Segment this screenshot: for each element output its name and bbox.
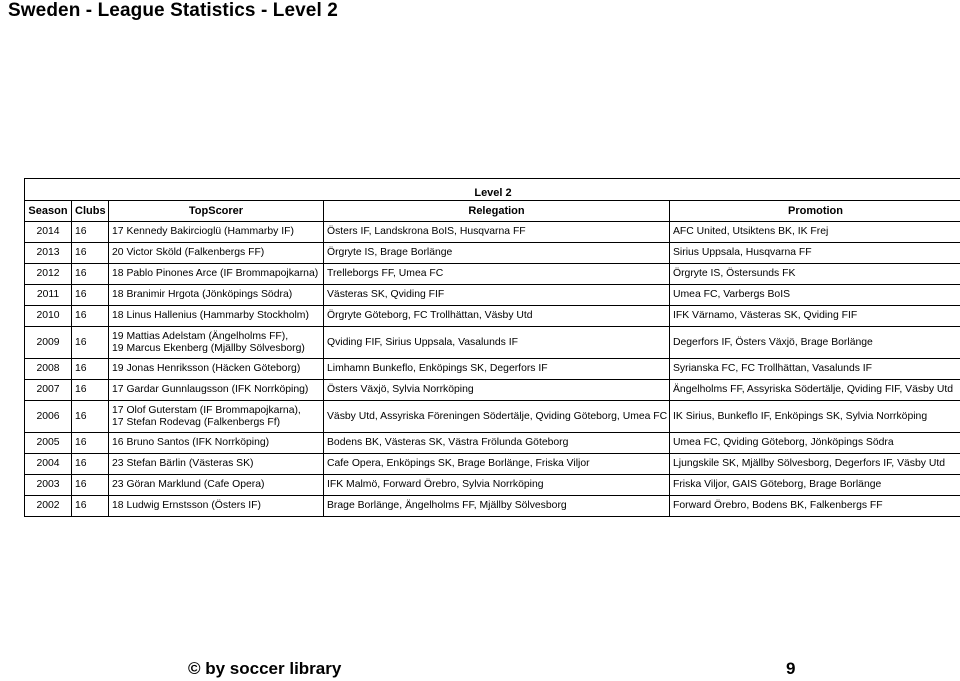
relegation-cell: Östers IF, Landskrona BoIS, Husqvarna FF (324, 222, 670, 243)
relegation-cell: Västeras SK, Qviding FIF (324, 285, 670, 306)
column-header-promotion: Promotion (670, 201, 960, 222)
clubs-cell: 16 (72, 327, 109, 359)
clubs-cell: 16 (72, 496, 109, 517)
top-scorer-line: 23 Göran Marklund (Cafe Opera) (112, 479, 265, 490)
relegation-cell: Örgryte IS, Brage Borlänge (324, 243, 670, 264)
season-cell: 2003 (25, 475, 72, 496)
season-cell: 2008 (25, 359, 72, 380)
top-scorer-cell (109, 454, 324, 475)
league-stats-table (24, 178, 960, 517)
top-scorer-line: 18 Branimir Hrgota (Jönköpings Södra) (112, 289, 293, 300)
top-scorer-line: 18 Pablo Pinones Arce (IF Brommapojkarna) (112, 268, 319, 279)
clubs-cell: 16 (72, 306, 109, 327)
season-cell: 2006 (25, 401, 72, 433)
season-cell: 2012 (25, 264, 72, 285)
relegation-cell: Väsby Utd, Assyriska Föreningen Södertälje, Qviding Göteborg, Umea FC (324, 401, 670, 433)
table-row (25, 327, 960, 359)
top-scorer-line: 20 Victor Sköld (Falkenbergs FF) (112, 247, 265, 258)
table-row (25, 222, 960, 243)
promotion-cell: Forward Örebro, Bodens BK, Falkenbergs FF (670, 496, 960, 517)
table-row (25, 496, 960, 517)
page-title: Sweden - League Statistics - Level 2 (8, 0, 338, 21)
table-row (25, 475, 960, 496)
column-header-season: Season (25, 201, 72, 222)
promotion-cell: Umea FC, Varbergs BoIS (670, 285, 960, 306)
top-scorer-line: 19 Jonas Henriksson (Häcken Göteborg) (112, 363, 301, 374)
clubs-cell: 16 (72, 433, 109, 454)
footer-credit: © by soccer library (188, 659, 342, 678)
season-cell: 2005 (25, 433, 72, 454)
top-scorer-cell (109, 380, 324, 401)
top-scorer-cell (109, 327, 324, 359)
relegation-cell: IFK Malmö, Forward Örebro, Sylvia Norrköping (324, 475, 670, 496)
level-header: Level 2 (25, 179, 960, 201)
season-cell: 2011 (25, 285, 72, 306)
top-scorer-line: 19 Mattias Adelstam (Ängelholms FF), (112, 330, 289, 342)
promotion-cell: IK Sirius, Bunkeflo IF, Enköpings SK, Sylvia Norrköping (670, 401, 960, 433)
table-row (25, 359, 960, 380)
table-row (25, 401, 960, 433)
promotion-cell: AFC United, Utsiktens BK, IK Frej (670, 222, 960, 243)
promotion-cell: Syrianska FC, FC Trollhättan, Vasalunds IF (670, 359, 960, 380)
top-scorer-line: 16 Bruno Santos (IFK Norrköping) (112, 437, 270, 448)
season-cell: 2007 (25, 380, 72, 401)
promotion-cell: Örgryte IS, Östersunds FK (670, 264, 960, 285)
relegation-cell: Brage Borlänge, Ängelholms FF, Mjällby Sölvesborg (324, 496, 670, 517)
column-header-clubs: Clubs (72, 201, 109, 222)
column-header-relegation: Relegation (324, 201, 670, 222)
promotion-cell: Degerfors IF, Östers Växjö, Brage Borlänge (670, 327, 960, 359)
top-scorer-line: 18 Ludwig Ernstsson (Östers IF) (112, 500, 261, 511)
table-row (25, 243, 960, 264)
clubs-cell: 16 (72, 243, 109, 264)
clubs-cell: 16 (72, 401, 109, 433)
promotion-cell: Friska Viljor, GAIS Göteborg, Brage Borlänge (670, 475, 960, 496)
promotion-cell: Ljungskile SK, Mjällby Sölvesborg, Degerfors IF, Väsby Utd (670, 454, 960, 475)
table-row (25, 285, 960, 306)
top-scorer-line: 17 Stefan Rodevag (Falkenbergs Ff) (112, 416, 281, 428)
table-row (25, 264, 960, 285)
top-scorer-line: 17 Gardar Gunnlaugsson (IFK Norrköping) (112, 384, 309, 395)
relegation-cell: Limhamn Bunkeflo, Enköpings SK, Degerfors IF (324, 359, 670, 380)
top-scorer-cell (109, 475, 324, 496)
season-cell: 2009 (25, 327, 72, 359)
top-scorer-line: 19 Marcus Ekenberg (Mjällby Sölvesborg) (112, 342, 305, 354)
season-cell: 2013 (25, 243, 72, 264)
clubs-cell: 16 (72, 285, 109, 306)
top-scorer-cell (109, 264, 324, 285)
table-body (25, 222, 960, 517)
promotion-cell: IFK Värnamo, Västeras SK, Qviding FIF (670, 306, 960, 327)
table-row (25, 454, 960, 475)
top-scorer-cell (109, 243, 324, 264)
clubs-cell: 16 (72, 264, 109, 285)
relegation-cell: Bodens BK, Västeras SK, Västra Frölunda Göteborg (324, 433, 670, 454)
top-scorer-cell (109, 401, 324, 433)
season-cell: 2002 (25, 496, 72, 517)
relegation-cell: Qviding FIF, Sirius Uppsala, Vasalunds IF (324, 327, 670, 359)
relegation-cell: Östers Växjö, Sylvia Norrköping (324, 380, 670, 401)
top-scorer-cell (109, 306, 324, 327)
top-scorer-cell (109, 496, 324, 517)
promotion-cell: Sirius Uppsala, Husqvarna FF (670, 243, 960, 264)
season-cell: 2004 (25, 454, 72, 475)
table-row (25, 306, 960, 327)
top-scorer-line: 23 Stefan Bärlin (Västeras SK) (112, 458, 254, 469)
promotion-cell: Ängelholms FF, Assyriska Södertälje, Qviding FIF, Väsby Utd (670, 380, 960, 401)
top-scorer-cell (109, 222, 324, 243)
relegation-cell: Örgryte Göteborg, FC Trollhättan, Väsby Utd (324, 306, 670, 327)
column-header-top-scorer: TopScorer (109, 201, 324, 222)
relegation-cell: Cafe Opera, Enköpings SK, Brage Borlänge, Friska Viljor (324, 454, 670, 475)
top-scorer-line: 17 Kennedy Bakircioglü (Hammarby IF) (112, 226, 294, 237)
top-scorer-cell (109, 359, 324, 380)
clubs-cell: 16 (72, 222, 109, 243)
top-scorer-cell (109, 433, 324, 454)
table-row (25, 380, 960, 401)
season-cell: 2014 (25, 222, 72, 243)
clubs-cell: 16 (72, 475, 109, 496)
promotion-cell: Umea FC, Qviding Göteborg, Jönköpings Södra (670, 433, 960, 454)
top-scorer-cell (109, 285, 324, 306)
page-number: 9 (786, 659, 796, 678)
top-scorer-line: 18 Linus Hallenius (Hammarby Stockholm) (112, 310, 309, 321)
clubs-cell: 16 (72, 380, 109, 401)
season-cell: 2010 (25, 306, 72, 327)
table-row (25, 433, 960, 454)
relegation-cell: Trelleborgs FF, Umea FC (324, 264, 670, 285)
clubs-cell: 16 (72, 454, 109, 475)
clubs-cell: 16 (72, 359, 109, 380)
top-scorer-line: 17 Olof Guterstam (IF Brommapojkarna), (112, 404, 301, 416)
